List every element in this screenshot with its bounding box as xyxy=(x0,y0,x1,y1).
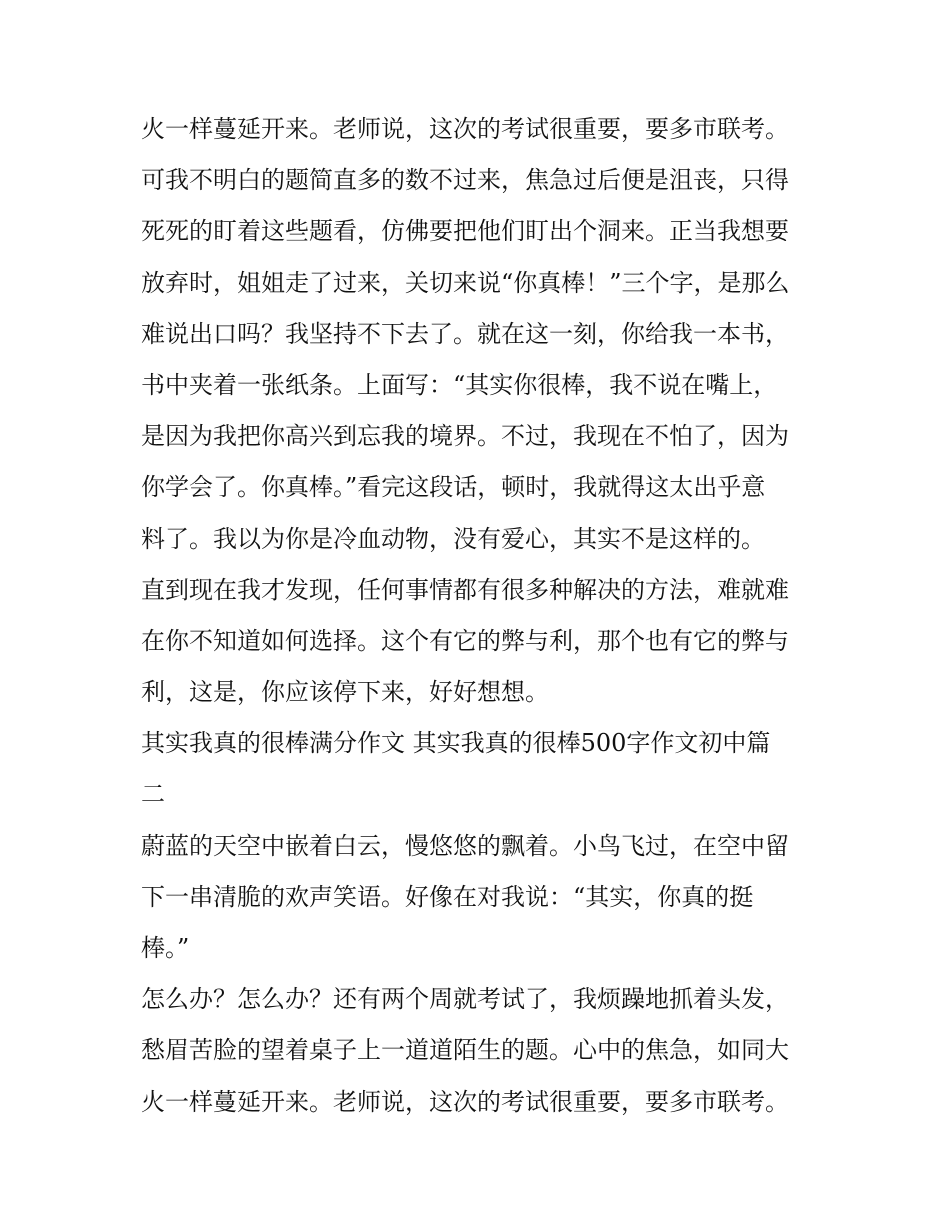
text-line: 死死的盯着这些题看，仿佛要把他们盯出个洞来。正当我想要 xyxy=(141,217,789,246)
text-line: 蔚蓝的天空中嵌着白云，慢悠悠的飘着。小鸟飞过，在空中留 xyxy=(141,831,789,860)
text-line: 愁眉苦脸的望着桌子上一道道陌生的题。心中的焦急，如同大 xyxy=(141,1036,789,1065)
text-line: 棒。” xyxy=(141,934,190,962)
text-line: 火一样蔓延开来。老师说，这次的考试很重要，要多市联考。 xyxy=(141,1087,789,1116)
text-line: 可我不明白的题简直多的数不过来，焦急过后便是沮丧，只得 xyxy=(141,166,789,195)
text-line: 利，这是，你应该停下来，好好想想。 xyxy=(141,678,549,707)
text-line: 直到现在我才发现，任何事情都有很多种解决的方法，难就难 xyxy=(141,575,789,604)
text-line: 料了。我以为你是冷血动物，没有爱心，其实不是这样的。 xyxy=(141,524,765,553)
text-line: 下一串清脆的欢声笑语。好像在对我说：“其实，你真的挺 xyxy=(141,882,754,911)
section-heading-line: 二 xyxy=(141,780,165,809)
document-body xyxy=(141,104,821,1128)
text-line: 难说出口吗？我坚持不下去了。就在这一刻，你给我一本书， xyxy=(141,319,789,348)
text-line: 你学会了。你真棒。”看完这段话，顿时，我就得这太出乎意 xyxy=(141,473,766,502)
text-line: 放弃时，姐姐走了过来，关切来说“你真棒！”三个字，是那么 xyxy=(141,268,790,297)
text-line: 书中夹着一张纸条。上面写：“其实你很棒，我不说在嘴上， xyxy=(141,370,778,399)
text-line: 是因为我把你高兴到忘我的境界。不过，我现在不怕了，因为 xyxy=(141,422,789,451)
text-line: 怎么办？怎么办？还有两个周就考试了，我烦躁地抓着头发， xyxy=(141,985,789,1014)
section-heading-line: 其实我真的很棒满分作文 其实我真的很棒500字作文初中篇 xyxy=(141,729,771,758)
text-line: 火一样蔓延开来。老师说，这次的考试很重要，要多市联考。 xyxy=(141,115,789,143)
text-line: 在你不知道如何选择。这个有它的弊与利，那个也有它的弊与 xyxy=(141,626,789,655)
